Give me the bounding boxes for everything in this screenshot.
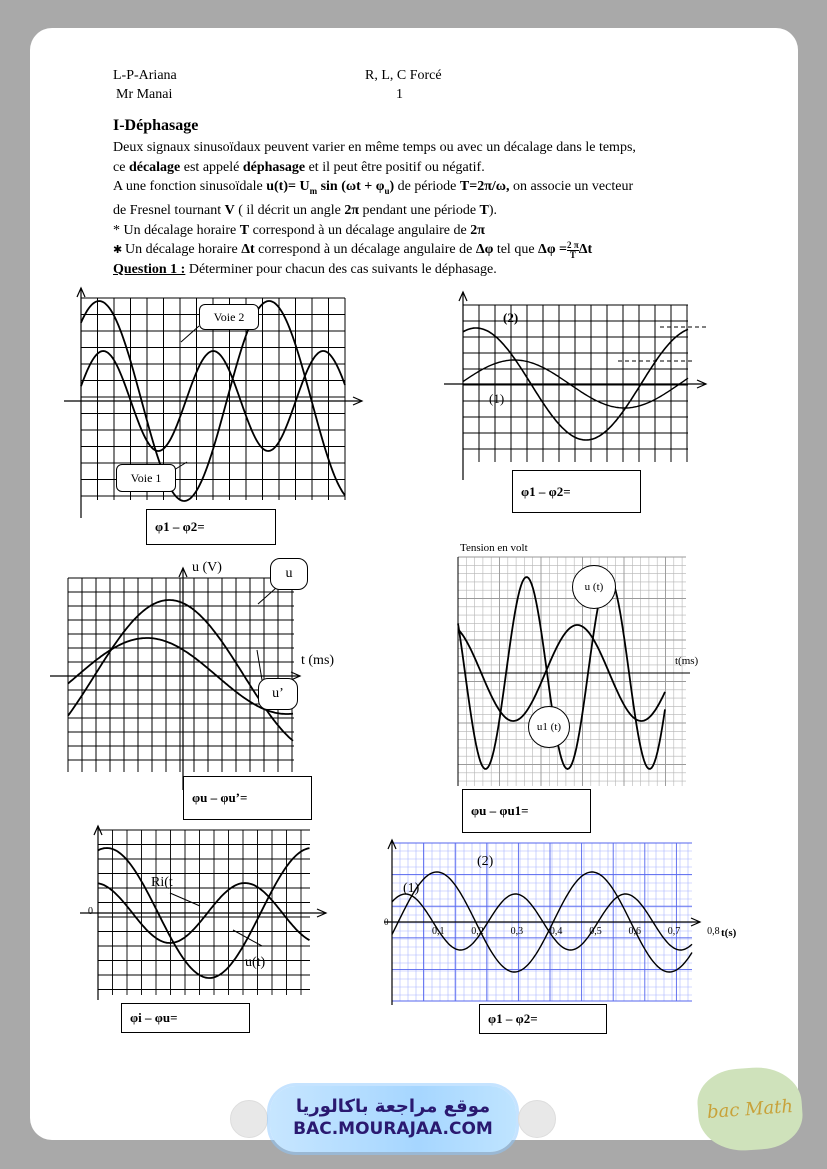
g3-uprime-callout: u’ <box>258 678 298 710</box>
g2-label-1: (1) <box>489 391 505 406</box>
g5-ri-label: Ri(t <box>151 875 173 890</box>
g6-tick-label: 0,7 <box>667 926 681 937</box>
header-topic: R, L, C Forcé <box>365 68 442 83</box>
g6-tick-label: 0,8 <box>707 926 720 937</box>
g4-u-callout: u (t) <box>572 565 616 609</box>
header-school: L-P-Ariana <box>113 68 177 83</box>
g6-label-2: (2) <box>477 854 494 869</box>
g4-u1-callout: u1 (t) <box>528 706 570 748</box>
asterisk-icon: ✱ <box>113 244 125 257</box>
fraction: $\frac{2 \pi}{T}$ <box>567 239 579 260</box>
intro-line-1: Deux signaux sinusoïdaux peuvent varier en même temps ou avec un décalage dans le temps, <box>113 140 636 155</box>
mourajaa-logo-right <box>518 1100 556 1138</box>
g2-label-2: (2) <box>503 310 519 325</box>
g1-answer-box[interactable]: φ1 – φ2= <box>146 509 276 545</box>
section-title: I-Déphasage <box>113 117 199 134</box>
intro-bullet-1: * Un décalage horaire T correspond à un décalage angulaire de 2π <box>113 222 485 238</box>
question-1: Question 1 : Déterminer pour chacun des cas suivants le déphasage. <box>113 262 497 277</box>
g6-tick-label: 0,3 <box>510 926 524 937</box>
intro-line-4: de Fresnel tournant V ( il décrit un angle 2π pendant une période T). <box>113 203 498 219</box>
g5-u-label: u(t) <box>245 955 266 970</box>
g5-zero-label: 0 <box>88 906 93 917</box>
g3-answer-box[interactable]: φu – φu’= <box>183 776 312 820</box>
g1-voie1-callout: Voie 1 <box>116 464 176 492</box>
footer-url[interactable]: BAC.MOURAJAA.COM <box>293 1119 493 1139</box>
g4-x-axis-label: t(ms) <box>675 655 699 667</box>
g6-tick-label: 0,1 <box>432 926 445 937</box>
g3-u-callout: u <box>270 558 308 590</box>
g6-tick-label: 0,4 <box>549 926 563 937</box>
mourajaa-logo-left <box>230 1100 268 1138</box>
g3-u-pointer <box>258 588 276 604</box>
footer-arabic-text: موقع مراجعة باكالوريا <box>295 1096 491 1117</box>
intro-line-2: ce décalage est appelé déphasage et il peut être positif ou négatif. <box>113 159 485 175</box>
g6-tick-label: 0,6 <box>628 926 641 937</box>
g6-tick-label: 0,2 <box>471 926 484 937</box>
g6-x-axis-label: t(s) <box>721 927 737 939</box>
g1-voie2-callout: Voie 2 <box>199 304 259 330</box>
g4-answer-box[interactable]: φu – φu1= <box>462 789 591 833</box>
g5-answer-box[interactable]: φi – φu= <box>121 1003 250 1033</box>
g3-x-axis-label: t (ms) <box>301 653 335 668</box>
g3-grid <box>68 578 294 772</box>
g6-answer-box[interactable]: φ1 – φ2= <box>479 1004 607 1034</box>
g6-label-1: (1) <box>403 881 420 896</box>
bac-math-logo: bac Math <box>695 1064 804 1153</box>
g3-y-axis-label: u (V) <box>192 560 222 575</box>
g6-zero-label: 0 <box>384 917 389 927</box>
intro-line-3: A une fonction sinusoïdale $u(t)= U_m$ $\sin (\omega t + \varphi_u)$ de période T=2π/ω, on associe un vecteur <box>113 179 634 196</box>
g6-tick-label: 0,5 <box>589 926 602 937</box>
header-teacher: Mr Manai <box>116 87 173 102</box>
intro-bullet-2: ✱ Un décalage horaire Δt correspond à un décalage angulaire de Δφ tel que Δφ = $\frac{2 \pi}{T}$ Δt <box>113 239 593 260</box>
header-page-number: 1 <box>396 87 403 102</box>
footer-banner[interactable] <box>270 1086 516 1152</box>
g2-answer-box[interactable]: φ1 – φ2= <box>512 470 641 513</box>
g4-title: Tension en volt <box>460 542 528 554</box>
